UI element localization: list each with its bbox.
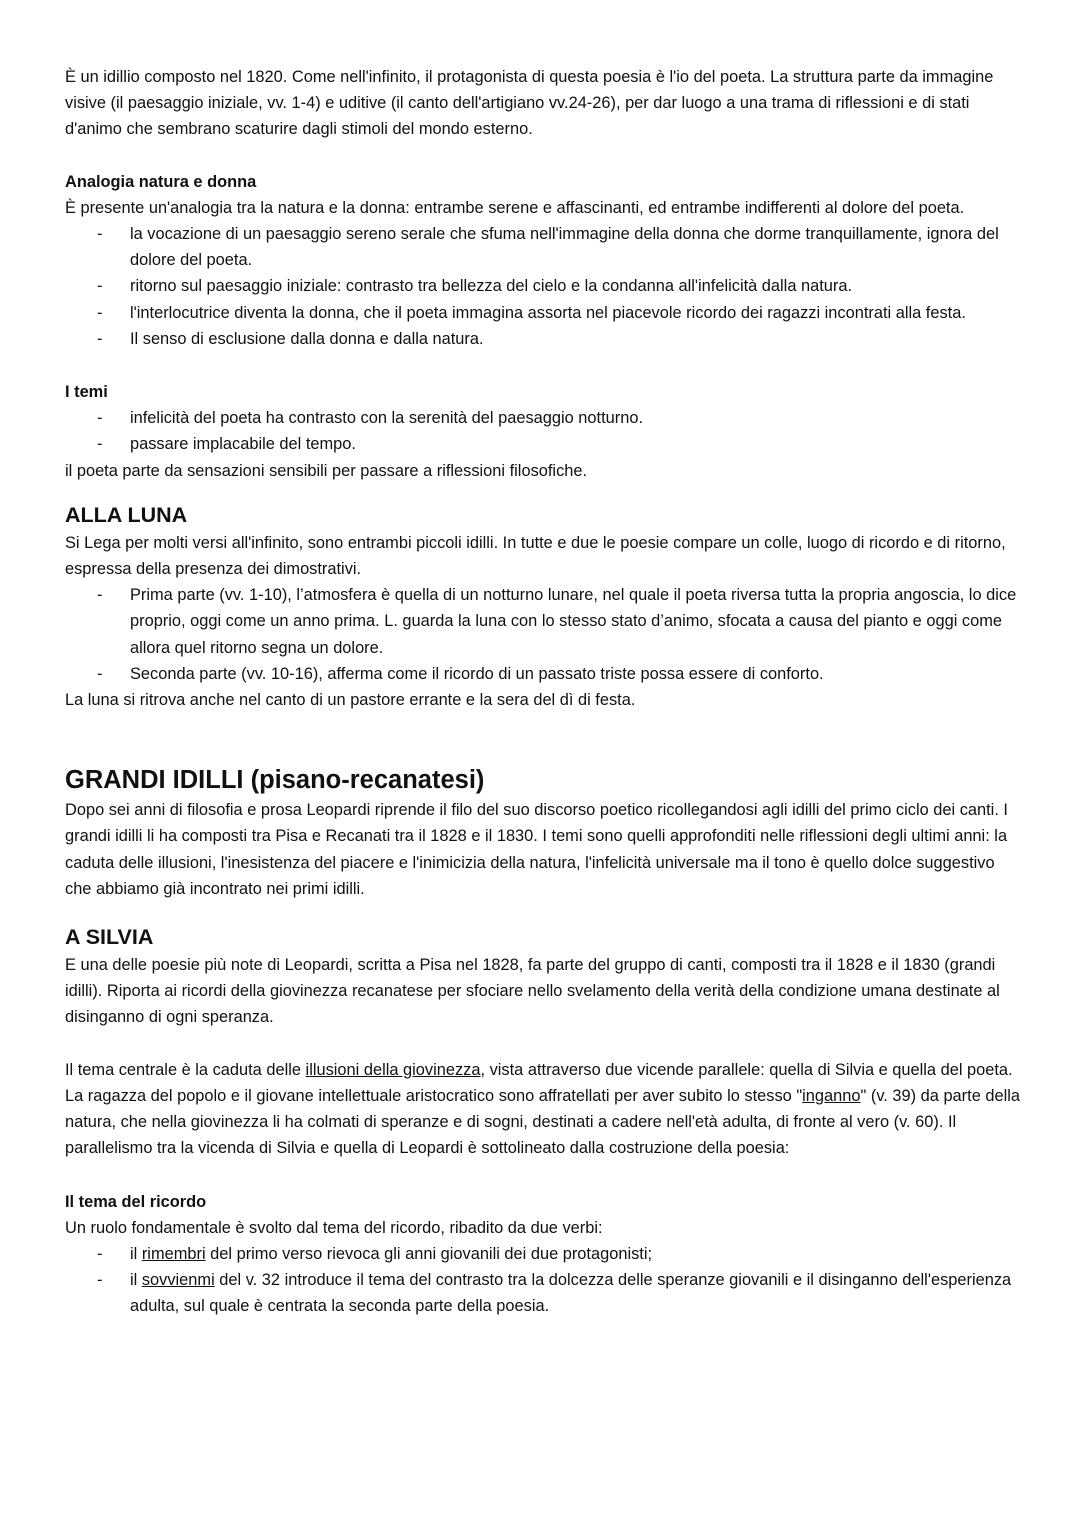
- dash-bullet: -: [97, 329, 103, 348]
- spacer: [65, 713, 1020, 763]
- spacer: [65, 484, 1020, 500]
- spacer: [65, 902, 1020, 922]
- list-item: - Il senso di esclusione dalla donna e dalla natura.: [65, 326, 1020, 352]
- list-item: - Seconda parte (vv. 10-16), afferma come il ricordo di un passato triste possa essere di conforto.: [65, 661, 1020, 687]
- dash-bullet: -: [97, 303, 103, 322]
- temi-heading: I temi: [65, 383, 108, 402]
- grandi-idilli-heading: GRANDI IDILLI (pisano-recanatesi): [65, 766, 485, 795]
- ricordo-list: [65, 1241, 1020, 1320]
- dash-bullet: -: [97, 409, 103, 428]
- dash-bullet: -: [97, 277, 103, 296]
- dash-bullet: -: [97, 586, 103, 605]
- list-item: - la vocazione di un paesaggio sereno serale che sfuma nell'immagine della donna che dorme tranquillamente, ignora del dolore del poeta.: [65, 221, 1020, 273]
- dash-bullet: -: [97, 1244, 103, 1263]
- spacer: [65, 1031, 1020, 1057]
- temi-list: [65, 405, 1020, 457]
- dash-bullet: -: [97, 1271, 103, 1290]
- intro-paragraph: È un idillio composto nel 1820. Come nell'infinito, il protagonista di questa poesia è l'io del poeta. La struttura parte da immagine visive (il paesaggio iniziale, vv. 1-4) e uditive (il canto dell'artigiano vv.24-26), per dar luogo a una trama di riflessioni e di stati d'animo che sembrano scaturire dagli stimoli del mondo esterno.: [65, 68, 994, 139]
- analogia-heading: Analogia natura e donna: [65, 172, 257, 191]
- spacer: [65, 1162, 1020, 1189]
- temi-after: il poeta parte da sensazioni sensibili per passare a riflessioni filosofiche.: [65, 461, 588, 480]
- spacer: [65, 352, 1020, 379]
- list-item: - il rimembri del primo verso rievoca gli anni giovanili dei due protagonisti;: [65, 1241, 1020, 1267]
- a-silvia-paragraph: E una delle poesie più note di Leopardi, scritta a Pisa nel 1828, fa parte del gruppo di canti, composti tra il 1828 e il 1830 (grandi idilli). Riporta ai ricordi della giovinezza recanatese per sfociare nello svelamento della verità della condizione umana destinate al disinganno di ogni speranza.: [65, 956, 1000, 1027]
- underlined-term: sovvienmi: [141, 1271, 215, 1290]
- alla-luna-paragraph: Si Lega per molti versi all'infinito, sono entrambi piccoli idilli. In tutte e due le poesie compare un colle, luogo di ricordo e di ritorno, espressa della presenza dei dimostrativi.: [65, 533, 1006, 579]
- ricordo-paragraph: Un ruolo fondamentale è svolto dal tema del ricordo, ribadito da due verbi:: [65, 1218, 603, 1237]
- list-item: - il sovvienmi del v. 32 introduce il tema del contrasto tra la dolcezza delle speranze giovanili e il disinganno dell'esperienza adulta, sul quale è centrata la seconda parte della poesia.: [65, 1267, 1020, 1319]
- underlined-term: inganno: [802, 1086, 861, 1105]
- a-silvia-heading: A SILVIA: [65, 925, 154, 950]
- dash-bullet: -: [97, 435, 103, 454]
- analogia-list: [65, 221, 1020, 352]
- ricordo-heading: Il tema del ricordo: [65, 1192, 207, 1211]
- list-item: - ritorno sul paesaggio iniziale: contrasto tra bellezza del cielo e la condanna all'infelicità dalla natura.: [65, 273, 1020, 299]
- list-item: - passare implacabile del tempo.: [65, 431, 1020, 457]
- grandi-idilli-paragraph: Dopo sei anni di filosofia e prosa Leopardi riprende il filo del suo discorso poetico ricollegandosi agli idilli del primo ciclo dei canti. I grandi idilli li ha composti tra Pisa e Recanati tra il 1828 e il 1830. I temi sono quelli approfonditi nelle riflessioni degli ultimi anni: la caduta delle illusioni, l'inesistenza del piacere e l'inimicizia della natura, l'infelicità universale ma il tono è quello dolce suggestivo che abbiamo già incontrato nei primi idilli.: [65, 801, 1008, 898]
- underlined-term: rimembri: [141, 1244, 206, 1263]
- spacer: [65, 143, 1020, 169]
- a-silvia-paragraph-2: Il tema centrale è la caduta delle illusioni della giovinezza, vista attraverso due vicende parallele: quella di Silvia e quella del poeta. La ragazza del popolo e il giovane intellettuale aristocratico sono affratellati per aver subito lo stesso "inganno" (v. 39) da parte della natura, che nella giovinezza li ha colmati di speranze e di sogni, destinati a cadere nell'età adulta, di fronte al vero (v. 60). Il parallelismo tra la vicenda di Silvia e quella di Leopardi è sottolineato dalla costruzione della poesia:: [65, 1060, 1020, 1158]
- list-item: - infelicità del poeta ha contrasto con la serenità del paesaggio notturno.: [65, 405, 1020, 431]
- alla-luna-heading: ALLA LUNA: [65, 502, 188, 527]
- dash-bullet: -: [97, 664, 103, 683]
- list-item: - Prima parte (vv. 1-10), l’atmosfera è quella di un notturno lunare, nel quale il poeta riversa tutta la propria angoscia, lo dice proprio, oggi come un anno prima. L. guarda la luna con lo stesso stato d’animo, sfocata a causa del pianto e oggi come allora quel ritorno segna un dolore.: [65, 582, 1020, 661]
- alla-luna-list: [65, 582, 1020, 687]
- analogia-paragraph: È presente un'analogia tra la natura e la donna: entrambe serene e affascinanti, ed entrambe indifferenti al dolore del poeta.: [65, 198, 965, 217]
- underlined-term: illusioni della giovinezza: [305, 1060, 481, 1079]
- list-item: - l'interlocutrice diventa la donna, che il poeta immagina assorta nel piacevole ricordo dei ragazzi incontrati alla festa.: [65, 300, 1020, 326]
- alla-luna-after: La luna si ritrova anche nel canto di un pastore errante e la sera del dì di festa.: [65, 691, 636, 710]
- dash-bullet: -: [97, 225, 103, 244]
